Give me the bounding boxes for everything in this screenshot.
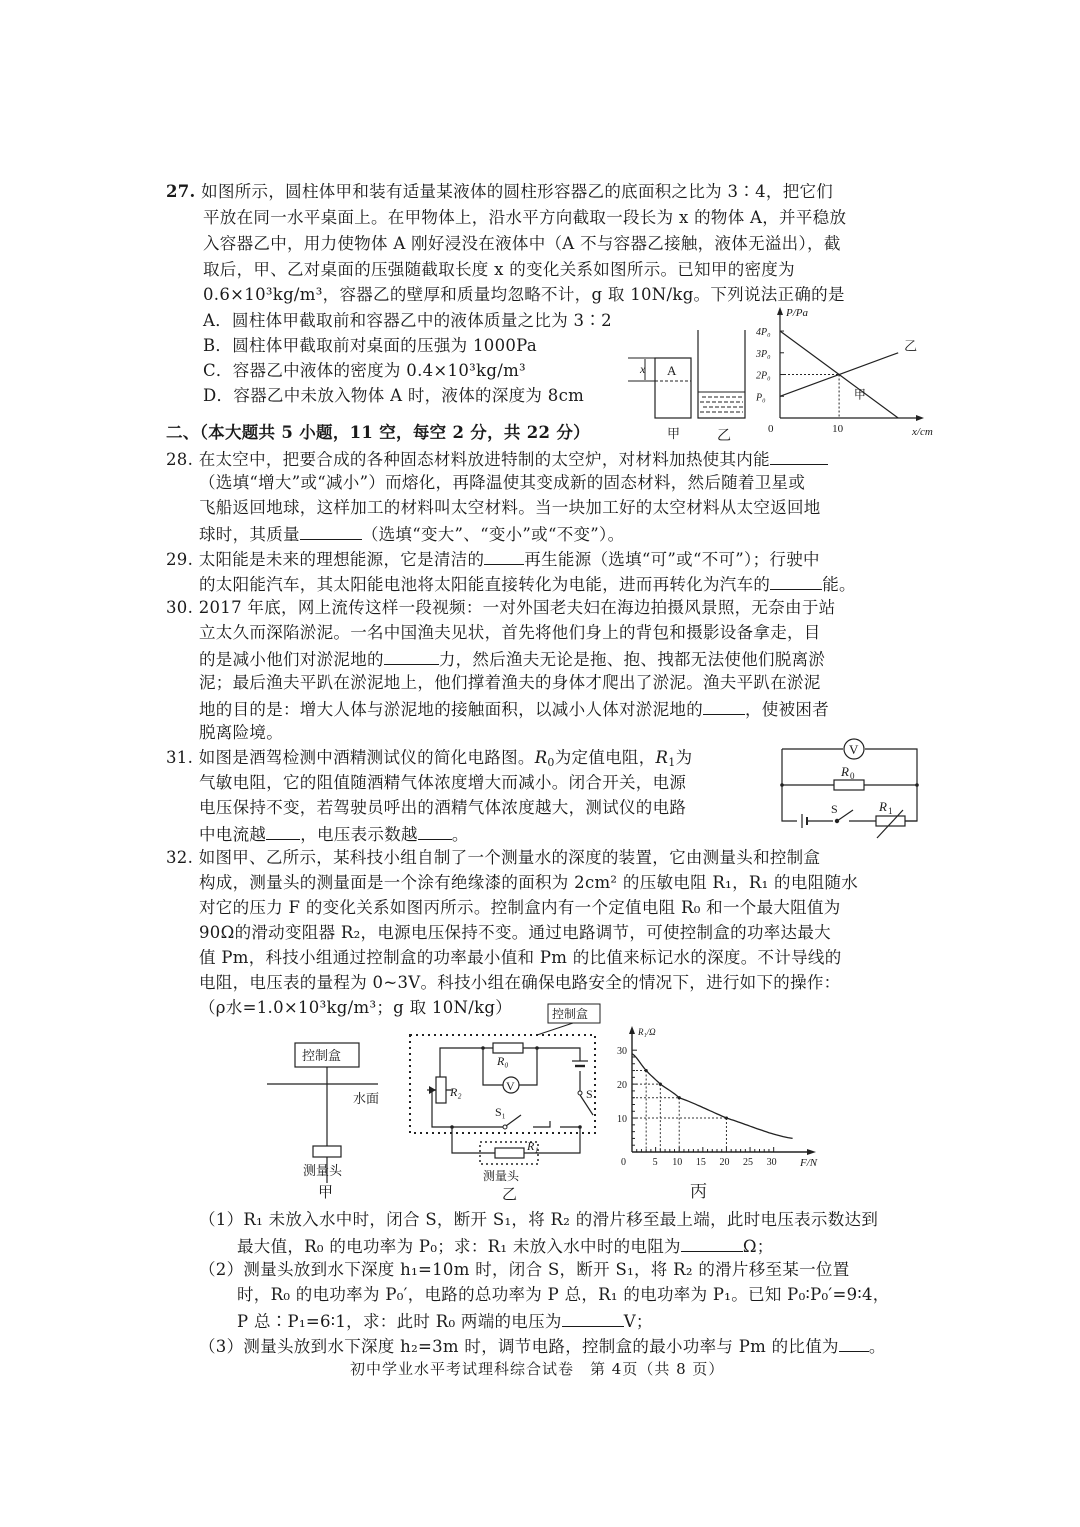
q32-line-4: 90Ω的滑动变阻器 R₂，电源电压保持不变。通过电路调节，可使控制盒的功率达最大 [199, 923, 831, 942]
x-tick-label: 25 [743, 1157, 754, 1168]
q32-line-2: 构成，测量头的测量面是一个涂有绝缘漆的面积为 2cm² 的压敏电阻 R₁，R₁ 的电阻随水 [199, 873, 859, 892]
liquid-hatching [700, 397, 743, 412]
q32-line-1: 32. 如图甲、乙所示，某科技小组自制了一个测量水的深度的装置，它由测量头和控制盒 [166, 848, 821, 867]
y-tick-label: 2P₀ [756, 370, 771, 382]
q32-sub1-line-1: （1）R₁ 未放入水中时，闭合 S，断开 S₁，将 R₂ 的滑片移至最上端，此时电压表示数达到 [199, 1210, 879, 1229]
q28-line-1: 28. 在太空中，把要合成的各种固态材料放进特制的太空炉，对材料加热使其内能 [166, 446, 828, 472]
q30-blank-1[interactable] [384, 646, 439, 665]
x-label: x [640, 362, 646, 376]
r1-force-curve [632, 1054, 793, 1139]
q30-line-6: 脱离险境。 [199, 723, 283, 742]
x-tick-label: 0 [621, 1157, 626, 1168]
q28-number: 28. [166, 450, 194, 469]
yi-caption: 乙 [717, 429, 731, 444]
q31-line-3: 电压保持不变，若驾驶员呼出的酒精气体浓度越大，测试仪的电路 [199, 798, 687, 817]
x-tick-label: 10 [832, 423, 844, 435]
q31-line-4: 中电流越 ，电压表示数越 。 [199, 821, 469, 847]
q29-blank-2[interactable] [770, 571, 822, 590]
y-tick-label: P₀ [756, 392, 766, 404]
y-axis-label: R₁/Ω [638, 1027, 656, 1037]
q30-line-3: 的是减小他们对淤泥地的 力，然后渔夫无论是拖、抱、拽都无法使他们脱离淤 [199, 646, 825, 672]
y-tick-label: 4P₀ [756, 327, 771, 339]
data-point [645, 1069, 648, 1072]
svg-text:0: 0 [850, 771, 855, 781]
y-tick-label: 10 [617, 1114, 627, 1126]
q32-sub2-line-2: 时，R₀ 的电功率为 P₀′，电路的总功率为 P 总，R₁ 的电功率为 P₁。已知 P₀∶P₀′=9∶4， [237, 1285, 890, 1304]
x-tick-label: 15 [695, 1157, 706, 1168]
series-label-yi: 乙 [904, 338, 918, 354]
probe-head [313, 1146, 341, 1157]
q31-circuit-diagram [775, 740, 935, 840]
x-tick-label: 20 [719, 1157, 730, 1168]
q32-sub3-line-1: （3）测量头放到水下深度 h₂=3m 时，调节电路，控制盒的最小功率与 Pm 的比值为 。 [199, 1333, 886, 1359]
q31-line-1: 31. 如图是酒驾检测中酒精测试仪的简化电路图。$R_0$为定值电阻，$R_1$为 [166, 748, 693, 769]
switch-s1-label: S₁ [495, 1105, 506, 1119]
y-axis-arrow [777, 307, 783, 315]
q29-blank-1[interactable] [484, 546, 524, 565]
q32-resistance-force-chart [610, 1025, 820, 1170]
y-tick-label: 30 [617, 1046, 627, 1058]
q28-line-4: 球时，其质量 （选填“变大”、“变小”或“不变”）。 [199, 521, 624, 547]
data-point [725, 1116, 728, 1119]
container-yi [698, 330, 745, 418]
q32-line-7: （ρ水=1.0×10³kg/m³；g 取 10N/kg） [199, 998, 513, 1017]
voltmeter-label: V [849, 742, 859, 757]
yi-r0-resistor [493, 1043, 523, 1053]
x-axis-label: F/N [800, 1157, 818, 1169]
q27-option-d: D．容器乙中未放入物体 A 时，液体的深度为 8cm [203, 386, 585, 405]
r0-resistor [834, 780, 864, 790]
q30-line-1: 30. 2017 年底，网上流传这样一段视频：一对外国老夫妇在海边拍摄风景照，无奈由于站 [166, 598, 836, 617]
q27-option-c: C．容器乙中液体的密度为 0.4×10³kg/m³ [203, 361, 526, 380]
x-axis-arrow [916, 415, 924, 421]
q32-number: 32. [166, 848, 194, 867]
q28-line-3: 飞船返回地球，这样加工的材料叫太空材料。当一块加工好的太空材料从太空返回地 [199, 498, 821, 517]
x-axis-label: x/cm [912, 426, 933, 438]
water-surface-label: 水面 [353, 1091, 380, 1106]
y-axis-arrow [629, 1026, 635, 1034]
q32-blank-2[interactable] [562, 1308, 624, 1327]
q28-blank-2[interactable] [300, 521, 362, 540]
q29-number: 29. [166, 550, 194, 569]
r1-resistor [876, 816, 905, 826]
fig-bing-caption: 丙 [690, 1182, 708, 1202]
q27-option-a: A．圆柱体甲截取前和容器乙中的液体质量之比为 3∶2 [203, 311, 612, 330]
r0-label: R [841, 764, 849, 779]
control-box-label: 控制盒 [302, 1048, 342, 1063]
series-label-jia: 甲 [853, 387, 866, 402]
q30-blank-2[interactable] [703, 696, 745, 715]
q27-number: 27. [166, 182, 196, 201]
q31-number: 31. [166, 748, 194, 767]
yi-wires [432, 1048, 593, 1153]
q30-line-4: 泥；最后渔夫平趴在淤泥地上，他们撑着渔夫的身体才爬出了淤泥。渔夫平趴在淤泥 [199, 673, 821, 692]
object-a-label: A [667, 363, 677, 378]
q32-line-6: 电阻，电压表的量程为 0~3V。科技小组在确保电路安全的情况下，进行如下的操作： [199, 973, 841, 992]
q30-line-2: 立太久而深陷淤泥。一名中国渔夫见状，首先将他们身上的背包和摄影设备拿走，目 [199, 623, 821, 642]
section-2-heading: 二、（本大题共 5 小题，11 空，每空 2 分，共 22 分） [166, 423, 590, 442]
y-tick-label: 20 [617, 1080, 627, 1092]
r1-label: R [879, 799, 887, 814]
fig-yi-caption: 乙 [502, 1187, 518, 1203]
switch-blade [837, 810, 853, 821]
q27-line-1: 27. 如图所示，圆柱体甲和装有适量某液体的圆柱形容器乙的底面积之比为 3∶4，把它们 [166, 182, 834, 201]
q32-figure-jia [265, 1035, 385, 1200]
q30-number: 30. [166, 598, 194, 617]
q27-line-4: 取后，甲、乙对桌面的压强随截取长度 x 的变化关系如图所示。已知甲的密度为 [203, 260, 795, 279]
q32-sub2-line-1: （2）测量头放到水下深度 h₁=10m 时，闭合 S，断开 S₁，将 R₂ 的滑片移至某一位置 [199, 1260, 850, 1279]
fig-jia-caption: 甲 [318, 1185, 334, 1201]
yi-r1-label: R₁ [527, 1139, 539, 1153]
data-point [659, 1083, 662, 1086]
junction-dot-right [915, 783, 919, 787]
x-tick-label: 10 [672, 1157, 683, 1168]
origin-label: 0 [768, 423, 774, 435]
q31-blank-2[interactable] [418, 821, 452, 840]
q27-pressure-chart [750, 305, 933, 440]
q32-sub2-line-3: P 总∶P₁=6∶1，求：此时 R₀ 两端的电压为 V； [237, 1308, 653, 1334]
q31-blank-1[interactable] [266, 821, 300, 840]
svg-text:V: V [506, 1079, 515, 1093]
q30-line-5: 地的目的是：增大人体与淤泥地的接触面积，以减小人体对淤泥地的 ，使被困者 [199, 696, 829, 722]
q32-sub1-line-2: 最大值，R₀ 的电功率为 P₀；求：R₁ 未放入水中时的电阻为 Ω； [237, 1233, 774, 1259]
q27-line-2: 平放在同一水平桌面上。在甲物体上，沿水平方向截取一段长为 x 的物体 A，并平稳放 [203, 208, 847, 227]
y-axis-label: P/Pa [786, 307, 808, 319]
q28-line-2: （选填“增大”或“减小”）而熔化，再降温使其变成新的固态材料，然后随着卫星或 [199, 473, 806, 492]
svg-text:1: 1 [888, 806, 893, 816]
yi-probe-label: 测量头 [483, 1169, 520, 1183]
q29-line-2: 的太阳能汽车，其太阳能电池将太阳能直接转化为电能，进而再转化为汽车的 能。 [199, 571, 856, 597]
q32-line-5: 值 Pm，科技小组通过控制盒的功率最小值和 Pm 的比值来标记水的深度。不计导线的 [199, 948, 842, 967]
switch-s1-blade [506, 1115, 521, 1126]
yi-r2-rheostat [436, 1077, 446, 1103]
q31-line-2: 气敏电阻，它的阻值随酒精气体浓度增大而减小。闭合开关，电源 [199, 773, 687, 792]
switch-label: S [831, 802, 838, 816]
y-tick-label: 3P₀ [756, 348, 771, 360]
page-footer: 初中学业水平考试理科综合试卷 第 4页（共 8 页） [350, 1360, 725, 1378]
yi-r2-label: R₂ [450, 1085, 462, 1099]
yi-r1-resistor [495, 1148, 524, 1158]
probe-label: 测量头 [303, 1163, 343, 1178]
q27-line-3: 入容器乙中，用力使物体 A 刚好浸没在液体中（A 不与容器乙接触，液体无溢出），截 [203, 234, 841, 253]
junction-dot-left [780, 783, 784, 787]
q27-figure-containers [625, 330, 755, 445]
tag-pointer [537, 1023, 573, 1035]
x-tick-label: 30 [766, 1157, 777, 1168]
x-axis-arrow [807, 1149, 816, 1155]
q32-blank-1[interactable] [681, 1233, 743, 1252]
switch-s-label: S [586, 1087, 593, 1101]
q32-figure-yi [405, 1003, 605, 1201]
q29-line-1: 29. 太阳能是未来的理想能源，它是清洁的 再生能源（选填“可”或“不可”）；行驶中 [166, 546, 820, 572]
q28-blank-1[interactable] [770, 446, 828, 465]
yi-r0-label: R₀ [497, 1054, 509, 1068]
jia-caption: 甲 [667, 426, 681, 441]
svg-text:控制盒: 控制盒 [552, 1007, 589, 1021]
data-point [678, 1096, 681, 1099]
q32-line-3: 对它的压力 F 的变化关系如图丙所示。控制盒内有一个定值电阻 R₀ 和一个最大阻值为 [199, 898, 841, 917]
q27-option-b: B．圆柱体甲截取前对桌面的压强为 1000Pa [203, 336, 537, 355]
switch-s-pivot [578, 1091, 582, 1095]
q27-line-5: 0.6×10³kg/m³，容器乙的壁厚和质量均忽略不计，g 取 10N/kg。下列说法正确的是 [203, 285, 845, 304]
x-tick-label: 5 [652, 1157, 658, 1168]
q32-blank-3[interactable] [839, 1333, 869, 1352]
